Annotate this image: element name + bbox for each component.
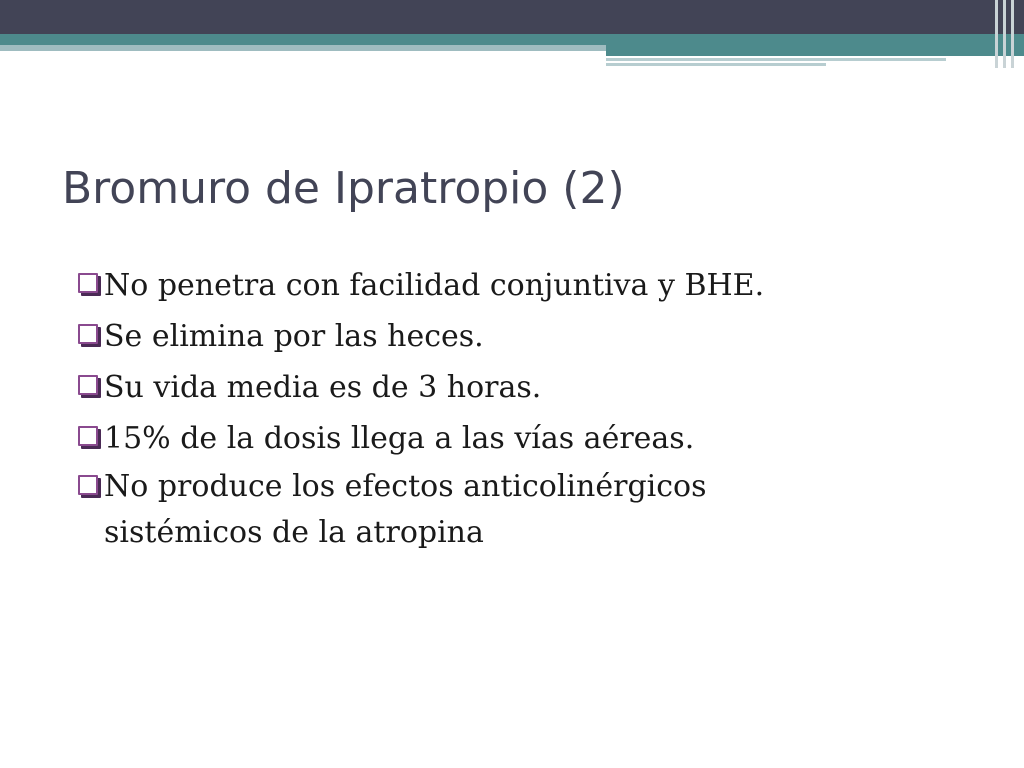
header-band-light xyxy=(0,45,606,51)
bullet-list xyxy=(76,260,976,556)
bullet-text: Se elimina por las heces. xyxy=(104,319,484,354)
bullet-item xyxy=(76,311,976,362)
bullet-item xyxy=(76,464,844,556)
header-decor-line xyxy=(606,58,946,61)
header-band-teal xyxy=(0,34,1024,45)
bullet-text: Su vida media es de 3 horas. xyxy=(104,370,542,405)
hollow-square-bullet-icon xyxy=(78,375,98,395)
bullet-item xyxy=(76,362,976,413)
bullet-text: No penetra con facilidad conjuntiva y BHE. xyxy=(104,268,765,303)
hollow-square-bullet-icon xyxy=(78,324,98,344)
slide-title: Bromuro de Ipratropio (2) xyxy=(62,163,625,214)
bullet-text: 15% de la dosis llega a las vías aéreas. xyxy=(104,421,695,456)
bullet-text: No produce los efectos anticolinérgicos sistémicos de la atropina xyxy=(104,469,707,550)
hollow-square-bullet-icon xyxy=(78,273,98,293)
header-band-step xyxy=(606,45,1024,56)
header-band-dark xyxy=(0,0,1024,34)
header-decor-line xyxy=(606,63,826,66)
hollow-square-bullet-icon xyxy=(78,426,98,446)
bullet-item xyxy=(76,413,976,464)
header-decor-stripe xyxy=(1011,0,1014,68)
bullet-item xyxy=(76,260,976,311)
hollow-square-bullet-icon xyxy=(78,475,98,495)
header-decor-stripe xyxy=(995,0,998,68)
header-decor-stripe xyxy=(1003,0,1006,68)
